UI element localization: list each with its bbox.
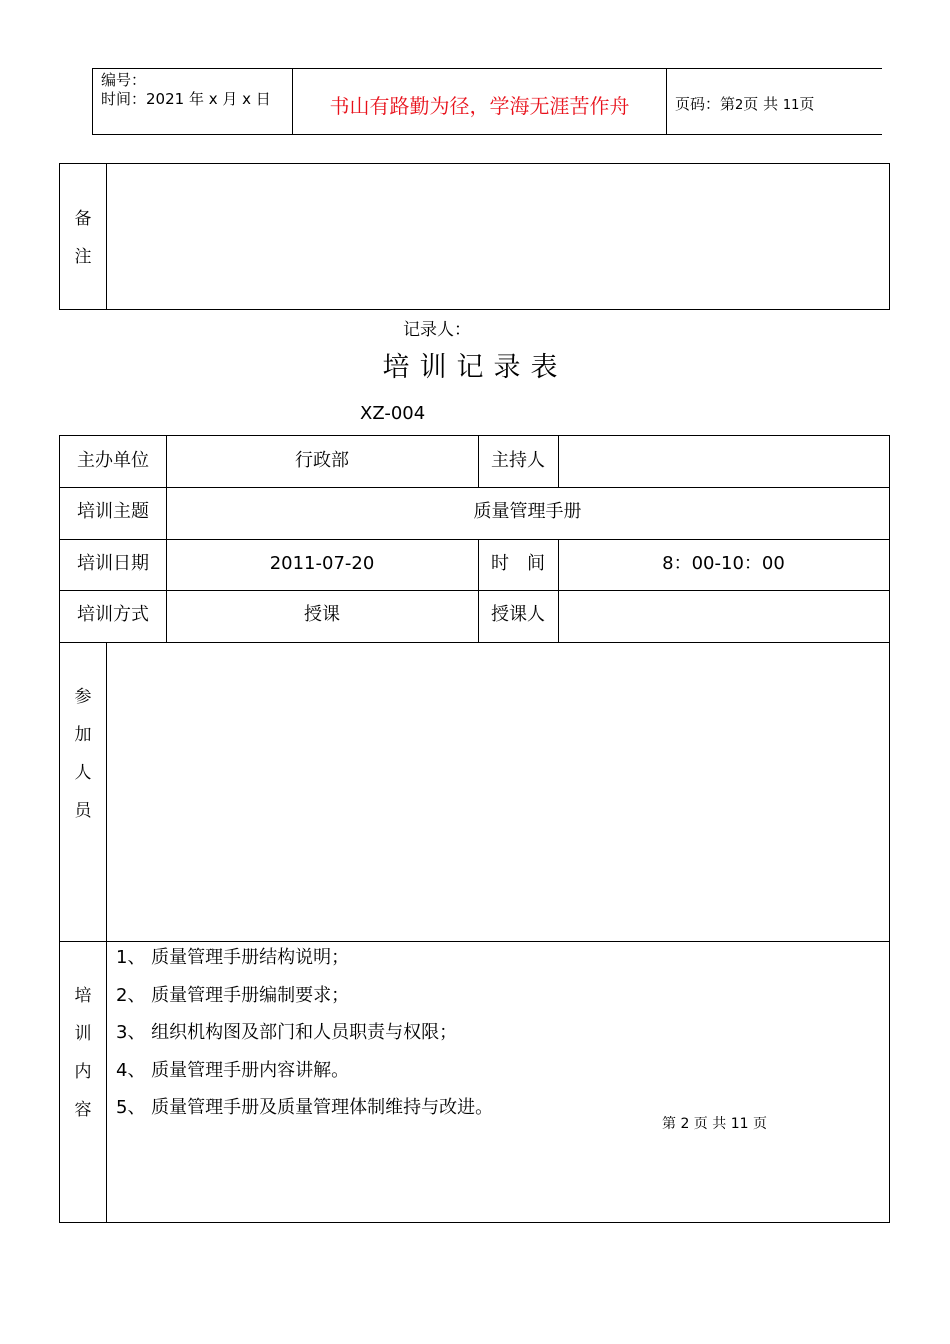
participants-label-char: 员 [74,801,92,821]
method-label: 培训方式 [77,604,149,625]
topic-label: 培训主题 [77,501,149,522]
participants-label-char: 人 [74,763,92,783]
topic-value: 质量管理手册 [473,501,582,522]
page-mid: 页 共 [743,95,779,113]
column-divider [106,642,107,1222]
content-label-char: 培 [74,986,92,1006]
remarks-label-char: 注 [74,247,92,267]
page-label: 页码：第 [675,95,736,113]
column-divider [558,436,559,487]
participants-label-char: 加 [74,725,92,745]
time-label: 时 间 [491,553,545,574]
date-label: 培训日期 [77,553,149,574]
time-label: 时间：2021 年 x 月 x 日 [101,90,271,108]
host-label: 主持人 [491,450,545,471]
recorder-label: 记录人： [403,320,471,340]
lecturer-label: 授课人 [491,604,545,625]
page-number [675,93,814,114]
remarks-label-char: 备 [74,209,92,229]
method-value: 授课 [304,604,340,625]
footer-page-number: 第 2 页 共 11 页 [662,1116,767,1132]
page-total: 11 [782,98,800,113]
content-item: 1、 质量管理手册结构说明； [116,947,350,968]
organizer-value: 行政部 [295,450,349,471]
header-page-cell [667,69,883,134]
content-label-char: 容 [74,1100,92,1120]
content-item: 5、 质量管理手册及质量管理体制维持与改进。 [116,1097,494,1118]
remarks-box [59,163,890,310]
time-value: 8：00-10：00 [662,553,785,574]
header-motto-cell [293,69,667,134]
remarks-label-cell [60,164,107,309]
content-item: 4、 质量管理手册内容讲解。 [116,1060,350,1081]
header-meta-cell [93,69,293,134]
form-code: XZ-004 [360,403,426,424]
content-item: 2、 质量管理手册编制要求； [116,985,350,1006]
content-label-char: 训 [74,1024,92,1044]
content-label-char: 内 [74,1062,92,1082]
form-title: 培训记录表 [382,352,568,383]
page-current: 2 [735,98,744,113]
training-record-table [59,435,890,1223]
motto: 书山有路勤为径，学海无涯苦作舟 [329,94,630,118]
number-label: 编号： [101,71,147,89]
organizer-label: 主办单位 [77,450,149,471]
document-header [92,68,882,135]
row-divider [60,642,889,643]
content-item: 3、 组织机构图及部门和人员职责与权限； [116,1022,458,1043]
page-suffix: 页 [799,95,815,113]
date-value: 2011-07-20 [269,553,375,574]
participants-label-char: 参 [74,687,92,707]
